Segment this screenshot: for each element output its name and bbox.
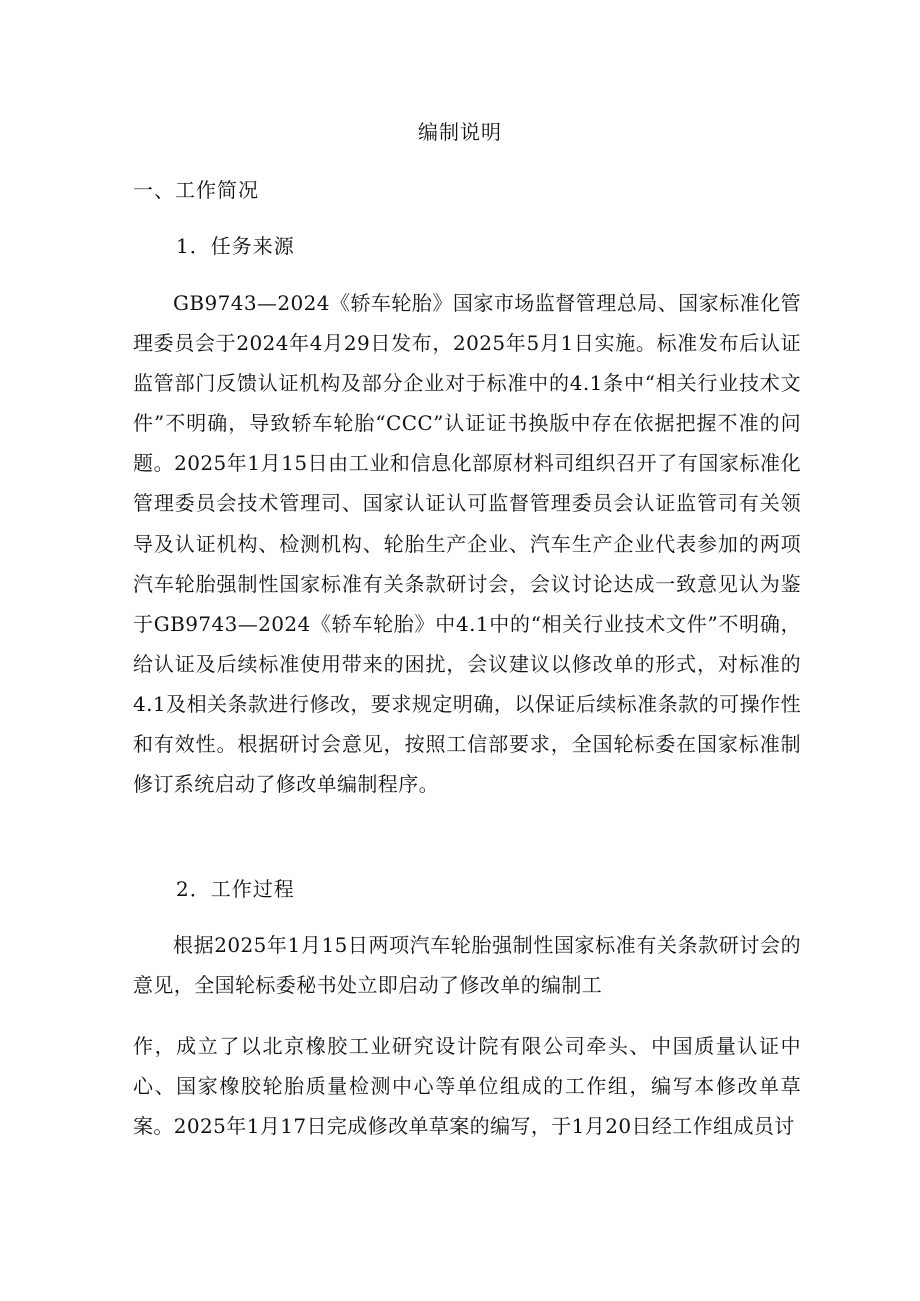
- paragraph-work-process-b: 作，成立了以北京橡胶工业研究设计院有限公司牵头、中国质量认证中心、国家橡胶轮胎质量检测中心等单位组成的工作组，编写本修改单草案。2025年1月17日完成修改单草案的编写，于1月20日经工作组成员讨: [133, 1034, 801, 1139]
- subsection-heading-work-process: 2．工作过程: [176, 877, 295, 901]
- subsection-heading-task-source: 1．任务来源: [176, 234, 295, 258]
- paragraph-work-process-a: 根据2025年1月15日两项汽车轮胎强制性国家标准有关条款研讨会的意见，全国轮标委秘书处立即启动了修改单的编制工: [133, 933, 801, 998]
- document-title: 编制说明: [418, 120, 502, 144]
- section-heading-work-overview: 一、工作简况: [133, 178, 259, 202]
- paragraph-task-source: GB9743—2024《轿车轮胎》国家市场监督管理总局、国家标准化管理委员会于2024年4月29日发布，2025年5月1日实施。标准发布后认证监管部门反馈认证机构及部分企业对于标准中的4.1条中“相关行业技术文件”不明确，导致轿车轮胎“CCC”认证证书换版中存在依据把握不准的问题。2025年1月15日由工业和信息化部原材料司组织召开了有国家标准化管理委员会技术管理司、国家认证认可监督管理委员会认证监管司有关领导及认证机构、检测机构、轮胎生产企业、汽车生产企业代表参加的两项汽车轮胎强制性国家标准有关条款研讨会，会议讨论达成一致意见认为鉴于GB9743—2024《轿车轮胎》中4.1中的“相关行业技术文件”不明确，给认证及后续标准使用带来的困扰，会议建议以修改单的形式，对标准的4.1及相关条款进行修改，要求规定明确，以保证后续标准条款的可操作性和有效性。根据研讨会意见，按照工信部要求，全国轮标委在国家标准制修订系统启动了修改单编制程序。: [133, 291, 801, 797]
